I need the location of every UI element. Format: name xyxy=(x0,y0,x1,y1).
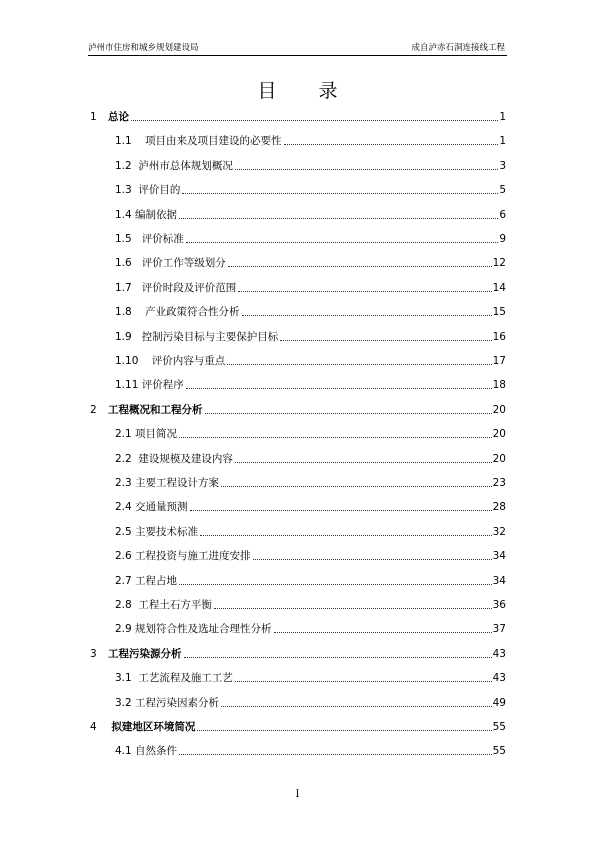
toc-entry-page: 20 xyxy=(492,452,506,465)
toc-entry[interactable] xyxy=(115,450,506,466)
toc-entry-number: 1.7 xyxy=(115,281,132,294)
toc-entry-page: 43 xyxy=(492,672,506,685)
toc-entry-spacer xyxy=(132,183,139,197)
toc-entry-page: 16 xyxy=(492,330,506,343)
toc-entry-page: 37 xyxy=(492,623,506,636)
toc-dot-leader xyxy=(131,110,498,121)
toc-dot-leader xyxy=(200,525,492,536)
toc-entry-spacer xyxy=(132,232,142,246)
toc-entry-title: 建设规模及建设内容 xyxy=(138,452,233,465)
toc-entry-title: 评价目的 xyxy=(138,184,181,197)
toc-entry[interactable] xyxy=(115,328,506,344)
toc-title: 目 录 xyxy=(257,80,356,102)
toc-dot-leader xyxy=(214,598,492,609)
toc-entry-number: 1.1 xyxy=(115,135,132,148)
toc-dot-leader xyxy=(221,476,492,487)
toc-entry-title: 项目简况 xyxy=(135,428,178,441)
toc-dot-leader xyxy=(186,232,499,243)
toc-entry-page: 6 xyxy=(499,208,506,221)
toc-entry-page: 18 xyxy=(492,379,506,392)
toc-dot-leader xyxy=(274,622,492,633)
toc-entry[interactable] xyxy=(115,425,506,441)
toc-dot-leader xyxy=(197,720,491,731)
toc-entry-page: 15 xyxy=(492,306,506,319)
toc-entry-number: 4.1 xyxy=(115,745,132,758)
toc-entry-title: 拟建地区环境简况 xyxy=(111,721,196,733)
toc-entry-spacer xyxy=(132,452,139,466)
toc-dot-leader xyxy=(228,256,492,267)
toc-dot-leader xyxy=(205,403,492,414)
toc-entry-title: 泸州市总体规划概况 xyxy=(138,159,233,172)
toc-entry-spacer xyxy=(138,354,151,368)
toc-entry-number: 1.8 xyxy=(115,306,132,319)
toc-entry[interactable] xyxy=(115,376,506,392)
toc-entry-title: 产业政策符合性分析 xyxy=(145,306,240,319)
toc-entry-spacer xyxy=(132,598,139,612)
toc-entry-page: 34 xyxy=(492,550,506,563)
toc-entry[interactable] xyxy=(115,694,506,710)
toc-entry-title: 项目由来及项目建设的必要性 xyxy=(145,135,282,148)
toc-entry-number: 2.4 xyxy=(115,501,132,514)
toc-entry-number: 2.7 xyxy=(115,574,132,587)
toc-entry-number: 3.2 xyxy=(115,696,132,709)
toc-entry-number: 2 xyxy=(90,403,97,416)
page-number: I xyxy=(295,789,300,800)
toc-entry-title: 总论 xyxy=(108,111,129,123)
toc-entry-title: 评价时段及评价范围 xyxy=(141,281,237,294)
toc-entry-number: 2.3 xyxy=(115,477,132,489)
toc-entry-number: 2.2 xyxy=(115,452,132,465)
toc-dot-leader xyxy=(242,305,492,316)
toc-entry-page: 49 xyxy=(492,696,506,709)
toc-entry-number: 4 xyxy=(90,721,97,733)
toc-entry-page: 23 xyxy=(492,477,506,489)
toc-entry-spacer xyxy=(132,256,142,270)
toc-entry-number: 1.11 xyxy=(115,379,139,392)
toc-entry[interactable] xyxy=(90,401,506,417)
toc-entry-number: 3.1 xyxy=(115,672,132,685)
toc-dot-leader xyxy=(235,159,498,170)
toc-entry-page: 32 xyxy=(492,525,506,538)
toc-entry-page: 34 xyxy=(492,574,506,587)
toc-entry-title: 编制依据 xyxy=(135,208,178,221)
toc-entry[interactable] xyxy=(90,718,506,734)
toc-entry[interactable] xyxy=(115,230,506,246)
toc-entry-spacer xyxy=(132,281,142,295)
toc-entry-page: 12 xyxy=(492,257,506,270)
toc-entry-number: 1.9 xyxy=(115,330,132,343)
toc-entry-title: 工程污染源分析 xyxy=(108,647,182,660)
toc-entry[interactable] xyxy=(115,620,506,636)
toc-entry[interactable] xyxy=(115,157,506,173)
toc-entry[interactable] xyxy=(115,547,506,563)
toc-entry-title: 规划符合性及选址合理性分析 xyxy=(135,623,272,636)
toc-entry-number: 1 xyxy=(90,111,97,123)
toc-entry[interactable] xyxy=(115,669,506,685)
toc-entry[interactable] xyxy=(115,279,506,295)
toc-entry[interactable] xyxy=(115,572,506,588)
toc-entry-title: 工程占地 xyxy=(135,574,178,587)
toc-entry-title: 工艺流程及施工工艺 xyxy=(138,672,233,685)
toc-dot-leader xyxy=(238,281,491,292)
toc-entry-title: 主要技术标准 xyxy=(135,525,199,538)
toc-entry-spacer xyxy=(132,134,145,148)
toc-entry-number: 2.1 xyxy=(115,428,132,441)
toc-entry-title: 自然条件 xyxy=(135,745,178,758)
toc-entry-spacer xyxy=(132,330,142,344)
toc-dot-leader xyxy=(227,354,491,365)
toc-dot-leader xyxy=(253,549,492,560)
toc-entry-number: 1.2 xyxy=(115,159,132,172)
toc-entry[interactable] xyxy=(115,498,506,514)
toc-entry[interactable] xyxy=(115,254,506,270)
toc-entry-page: 9 xyxy=(499,233,506,245)
toc-dot-leader xyxy=(235,452,492,463)
toc-entry-number: 2.9 xyxy=(115,623,132,636)
header-right-text: 成自泸赤石洞连接线工程 xyxy=(411,43,505,53)
toc-dot-leader xyxy=(221,696,492,707)
toc-entry-title: 工程污染因素分析 xyxy=(135,696,220,709)
toc-dot-leader xyxy=(179,208,498,219)
toc-entry-number: 3 xyxy=(90,647,97,660)
toc-entry-number: 1.5 xyxy=(115,233,132,245)
toc-entry-title: 工程土石方平衡 xyxy=(138,599,212,611)
toc-dot-leader xyxy=(190,500,492,511)
toc-entry[interactable] xyxy=(90,645,506,661)
toc-entry-title: 评价标准 xyxy=(141,233,184,245)
toc-entry-number: 1.6 xyxy=(115,257,132,270)
toc-entry-spacer xyxy=(132,159,139,173)
toc-entry[interactable] xyxy=(115,352,506,368)
toc-entry-title: 交通量预测 xyxy=(135,501,188,514)
toc-entry-title: 评价工作等级划分 xyxy=(141,257,226,270)
toc-entry-number: 1.10 xyxy=(115,355,139,367)
toc-entry-title: 控制污染目标与主要保护目标 xyxy=(141,330,279,343)
toc-dot-leader xyxy=(280,330,491,341)
toc-dot-leader xyxy=(235,671,492,682)
toc-entry-page: 55 xyxy=(492,721,506,733)
toc-entry[interactable] xyxy=(115,742,506,758)
toc-entry-page: 36 xyxy=(492,599,506,611)
toc-dot-leader xyxy=(186,378,492,389)
toc-dot-leader xyxy=(179,427,492,438)
toc-entry-number: 1.3 xyxy=(115,184,132,197)
toc-dot-leader xyxy=(284,134,499,145)
toc-entry-page: 43 xyxy=(492,647,506,660)
toc-entry[interactable] xyxy=(90,108,506,124)
toc-entry-page: 17 xyxy=(492,355,506,367)
toc-entry-title: 主要工程设计方案 xyxy=(135,477,220,489)
toc-entry[interactable] xyxy=(115,132,506,148)
toc-entry[interactable] xyxy=(115,181,506,197)
toc-entry-title: 评价内容与重点 xyxy=(151,355,226,367)
toc-dot-leader xyxy=(179,744,492,755)
toc-entry[interactable] xyxy=(115,206,506,222)
toc-entry-spacer xyxy=(132,305,145,319)
toc-entry[interactable] xyxy=(115,303,506,319)
toc-entry-number: 1.4 xyxy=(115,208,132,221)
toc-entry[interactable] xyxy=(115,596,506,612)
toc-entry-number: 2.5 xyxy=(115,525,132,538)
page-header xyxy=(88,40,507,56)
toc-entry-spacer xyxy=(132,671,139,685)
toc-entry-page: 3 xyxy=(499,159,506,172)
toc-entry-page: 1 xyxy=(499,111,506,123)
toc-entry-page: 5 xyxy=(499,184,506,197)
toc-dot-leader xyxy=(182,183,498,194)
toc-entry-page: 28 xyxy=(492,501,506,514)
toc-entry-page: 14 xyxy=(492,281,506,294)
toc-entry-number: 2.6 xyxy=(115,550,132,563)
toc-entry-title: 评价程序 xyxy=(141,379,184,392)
toc-dot-leader xyxy=(179,574,492,585)
toc-entry-title: 工程概况和工程分析 xyxy=(108,403,203,416)
toc-entry-page: 55 xyxy=(492,745,506,758)
toc-dot-leader xyxy=(184,647,492,658)
toc-entry[interactable] xyxy=(115,523,506,539)
toc-entry-page: 20 xyxy=(492,403,506,416)
header-left-text: 泸州市住房和城乡规划建设局 xyxy=(88,43,199,53)
toc-entry-page: 20 xyxy=(492,428,506,441)
toc-entry[interactable] xyxy=(115,474,506,490)
toc-entry-title: 工程投资与施工进度安排 xyxy=(135,550,251,563)
toc-entry-page: 1 xyxy=(499,135,506,148)
toc-entry-number: 2.8 xyxy=(115,599,132,611)
